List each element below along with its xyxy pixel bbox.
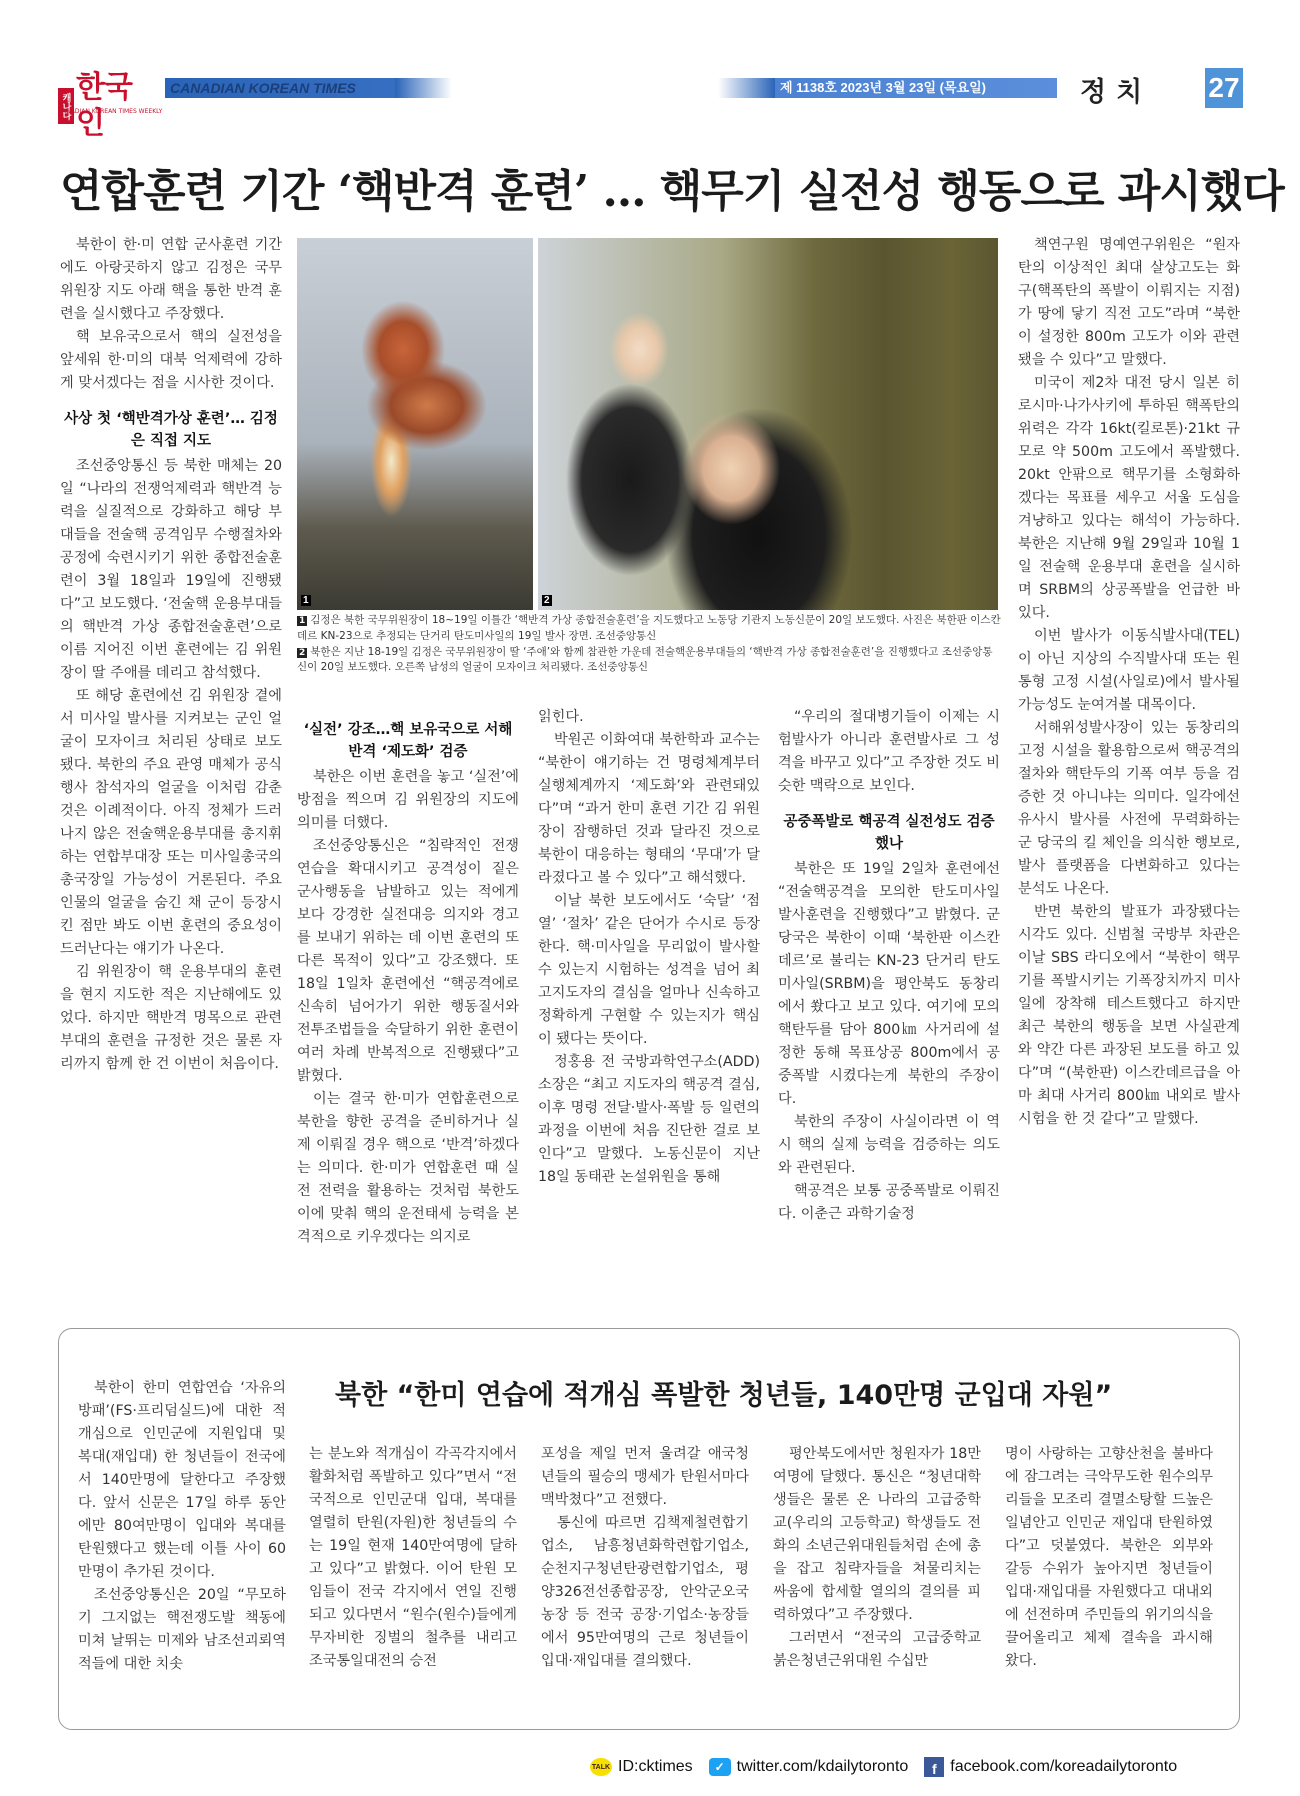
sidebar-article-title: 북한 “한미 연습에 적개심 폭발한 청년들, 140만명 군입대 자원” xyxy=(335,1380,1113,1411)
paragraph: 조선중앙통신은 20일 “무모하기 그지없는 핵전쟁도발 책동에 미쳐 날뛰는 미제와 남조선괴뢰역적들에 대한 치솟 xyxy=(78,1587,286,1672)
paragraph: 미국이 제2차 대전 당시 일본 히로시마·나가사키에 투하된 핵폭탄의 위력은 각각 16kt(킬로톤)·21kt 규모로 약 500m 고도에서 폭발했다. 20kt 안팎으로 핵무기를 소형화하겠다는 목표를 세우고 서울 도심을 겨냥하고 있다는 해석이 가능하다. 북한은 지난해 9월 29일과 10월 1일 전술핵 운용부대 훈련을 실시하며 SRBM의 상공폭발을 언급한 바 있다. xyxy=(1018,375,1240,621)
paragraph: 조선중앙통신 등 북한 매체는 20일 “나라의 전쟁억제력과 핵반격 능력을 실질적으로 강화하고 해당 부대들을 전술핵 공격임무 수행절차와 공정에 숙련시키기 위한 종합전술훈련이 3월 18일과 19일에 진행됐다”고 보도했다. ‘전술핵 운용부대들의 핵반격 가상 종합전술훈련’으로 이름 지어진 이번 훈련에는 김 위원장이 딸 주애를 데리고 참석했다. xyxy=(60,457,282,681)
kakao-id[interactable]: ID:cktimes xyxy=(618,1758,693,1775)
paragraph: 통신에 따르면 김책제철련합기업소, 남흥청년화학련합기업소, 순천지구청년탄광련합기업소, 평양326전선종합공장, 안악군오국농장 등 전국 공장·기업소·농장들에서 95만여명의 근로 청년들이 입대·재입대를 결의했다. xyxy=(541,1515,749,1669)
twitter-icon: ✓ xyxy=(709,1758,731,1776)
photo-kim-inspection xyxy=(538,238,998,610)
paragraph: 는 분노와 적개심이 각곡각지에서활화처럼 폭발하고 있다”면서 “전국적으로 인민군대 입대, 복대를 열렬히 탄원(자원)한 청년들의 수는 19일 현재 140만여명에 달하고 있다”고 밝혔다. 이어 탄원 모임들이 전국 각지에서 연일 진행되고 있다면서 “원수(원수)들에게 무자비한 징벌의 철추를 내리고 조국통일대전의 승전 xyxy=(309,1446,517,1669)
caption-number: 2 xyxy=(299,647,306,658)
facebook-icon: f xyxy=(924,1757,944,1777)
caption-text: 김정은 북한 국무위원장이 18~19일 이틀간 ‘핵반격 가상 종합전술훈련’을 지도했다고 노동당 기관지 노동신문이 20일 보도했다. 사진은 북한판 이스칸데르 KN-23으로 추정되는 단거리 탄도미사일의 19일 발사 장면. 조선중앙통신 xyxy=(297,614,1001,642)
kakaotalk-icon: TALK xyxy=(590,1758,612,1776)
article-column-2 xyxy=(297,706,519,1249)
paragraph: 명이 사랑하는 고향산천을 불바다에 잠그려는 극악무도한 원수의무리들을 모조리 결멸소탕할 드높은 일념안고 인민군 재입대 탄원하였다”고 덧붙였다. 북한은 외부와 갈등 수위가 높아지면 청년들이 입대·재입대를 자원했다고 대내외에 선전하며 주민들의 위기의식을 끌어올리고 체제 결속을 과시해 왔다. xyxy=(1005,1446,1213,1669)
paragraph: 핵 보유국으로서 핵의 실전성을 앞세워 한·미의 대북 억제력에 강하게 맞서겠다는 점을 시사한 것이다. xyxy=(60,329,282,391)
issue-info: 제 1138호 2023년 3월 23일 (목요일) xyxy=(780,80,986,95)
section-title: 정치 xyxy=(1080,77,1153,108)
subheading: 공중폭발로 핵공격 실전성도 검증했나 xyxy=(783,814,995,852)
logo-text: 한국인 xyxy=(76,70,132,141)
paragraph: 그러면서 “전국의 고급중학교 붉은청년근위대원 수십만 xyxy=(773,1630,981,1669)
box-column-5 xyxy=(1005,1443,1213,1673)
caption-text: 북한은 지난 18-19일 김정은 국무위원장이 딸 ‘주애’와 함께 참관한 가운데 전술핵운용부대들의 ‘핵반격 가상 종합전술훈련’을 진행했다고 조선중앙통신이 20일 보도했다. 오른쪽 남성의 얼굴이 모자이크 처리됐다. 조선중앙통신 xyxy=(297,645,993,674)
caption-number: 1 xyxy=(299,616,306,626)
caption-item xyxy=(297,613,1001,645)
paragraph: 북한이 한미 연합연습 ‘자유의 방패’(FS·프리덤실드)에 대한 적개심으로 인민군에 지원입대 및 복대(재입대) 한 청년들이 전국에서 140만명에 달한다고 주장했다. 앞서 신문은 17일 하루 동안에만 80여만명이 입대와 복대를 탄원했다고 했는데 이틀 사이 60만명이 추가된 것이다. xyxy=(78,1380,286,1580)
paragraph: 김 위원장이 핵 운용부대의 훈련을 현지 지도한 적은 지난해에도 있었다. 하지만 핵반격 명목으로 관련 부대의 훈련을 규정한 것은 물론 자리까지 함께 한 건 이번이 처음이다. xyxy=(60,963,282,1072)
article-column-3 xyxy=(538,706,760,1189)
social-footer xyxy=(590,1757,1177,1777)
paragraph: 평안북도에서만 청원자가 18만여명에 달했다. 통신은 “청년대학생들은 물론 온 나라의 고급중학교(우리의 고등학교) 학생들도 전화의 소년근위대원들처럼 손에 총을 잡고 침략자들을 쳐물리치는 싸움에 합세할 열의의 결의를 피력하였다”고 주장했다. xyxy=(773,1446,981,1623)
logo-mark: 캐나다 xyxy=(58,88,74,124)
box-column-4 xyxy=(773,1443,981,1673)
photo-tag: 1 xyxy=(303,595,309,606)
article-column-1 xyxy=(60,234,282,1076)
article-column-5 xyxy=(1018,234,1240,1131)
photo-missile-launch xyxy=(297,238,533,610)
photo-tag: 2 xyxy=(544,595,550,606)
paragraph: 책연구원 명예연구위원은 “원자탄의 이상적인 최대 살상고도는 화구(핵폭탄의 폭발이 이뤄지는 지점)가 땅에 닿기 직전 고도”라며 “북한이 설정한 800m 고도가 이와 관련됐을 수 있다”고 말했다. xyxy=(1018,237,1240,368)
paragraph: 조선중앙통신은 “침략적인 전쟁연습을 확대시키고 공격성이 짙은 군사행동을 남발하고 있는 적에게 보다 강경한 실전대응 의지와 경고를 보내기 위하는 데 이번 훈련의 또 다른 목적이 있다”고 강조했다. 또 18일 1일차 훈련에선 “핵공격에로 신속히 넘어가기 위한 행동질서와 전투조법들을 숙달하기 위한 훈련이 여러 차례 반복적으로 진행됐다”고 밝혔다. xyxy=(297,837,519,1084)
paragraph: 정홍용 전 국방과학연구소(ADD) 소장은 “최고 지도자의 핵공격 결심, 이후 명령 전달·발사·폭발 등 일련의 과정을 이번에 처음 진단한 걸로 보인다”고 말했다. 노동신문이 지난 18일 동태관 논설위원을 통해 xyxy=(538,1054,760,1185)
twitter-link[interactable]: twitter.com/kdailytoronto xyxy=(736,1758,909,1775)
caption-item xyxy=(297,645,1001,677)
paragraph: 이는 결국 한·미가 연합훈련으로 북한을 향한 공격을 준비하거나 실제 이뤄질 경우 핵으로 ‘반격’하겠다는 의미다. 한·미가 연합훈련 때 실전 전력을 활용하는 것처럼 북한도 이에 맞춰 핵의 운전태세 능력을 본격적으로 키우겠다는 의지로 xyxy=(297,1090,519,1245)
paragraph: “우리의 절대병기들이 이제는 시험발사가 아니라 훈련발사로 그 성격을 바꾸고 있다”고 주장한 것도 비슷한 맥락으로 보인다. xyxy=(778,709,1000,794)
newspaper-logo xyxy=(58,70,163,141)
paragraph: 반면 북한의 발표가 과장됐다는 시각도 있다. 신범철 국방부 차관은 이날 SBS 라디오에서 “북한이 핵무기를 폭발시키는 기폭장치까지 미사일에 장착해 테스트했다고 하지만 최근 북한의 행동을 보면 사실관계와 약간 다른 과장된 보도를 하고 있다”며 “(북한판) 이스칸데르급을 아마 최대 사거리 800㎞ 내외로 발사 시험을 한 것 같다”고 말했다. xyxy=(1018,904,1240,1127)
photo-caption xyxy=(297,613,1001,676)
paragraph: 읽힌다. xyxy=(538,709,584,725)
facebook-link[interactable]: facebook.com/koreadailytoronto xyxy=(950,1758,1178,1775)
box-column-3 xyxy=(541,1443,749,1673)
paragraph: 북한은 이번 훈련을 놓고 ‘실전’에 방점을 찍으며 김 위원장의 지도에 의미를 더했다. xyxy=(297,768,519,831)
paragraph: 서해위성발사장이 있는 동창리의 고정 시설을 활용함으로써 핵공격의 절차와 핵탄두의 기폭 여부 등을 검증한 것 아니냐는 의미다. 일각에선 유사시 발사를 사전에 무력화하는 군 당국의 킬 체인을 의식한 행보로, 발사 플랫폼을 다변화하고 있다는 분석도 나온다. xyxy=(1018,720,1240,897)
paragraph: 핵공격은 보통 공중폭발로 이뤄진다. 이춘근 과학기술정 xyxy=(778,1182,1000,1222)
paragraph: 북한은 또 19일 2일차 훈련에선 “전술핵공격을 모의한 탄도미사일 발사훈련을 진행했다”고 밝혔다. 군 당국은 북한이 이때 ‘북한판 이스칸데르’로 불리는 KN-23 단거리 탄도미사일(SRBM)을 평안북도 동창리에서 쐈다고 보고 있다. 여기에 모의 핵탄두를 담아 800㎞ 사거리에 설정한 동해 목표상공 800m에서 공중폭발 시켰다는게 북한의 주장이다. xyxy=(778,860,1000,1107)
masthead-bar-highlight xyxy=(395,78,775,98)
paper-name: CANADIAN KOREAN TIMES xyxy=(170,80,356,96)
subheading: 사상 첫 ‘핵반격가상 훈련’… 김정은 직접 지도 xyxy=(64,411,278,449)
article-column-4 xyxy=(778,706,1000,1226)
subheading: ‘실전’ 강조…핵 보유국으로 서해반격 ‘제도화’ 검증 xyxy=(303,722,513,760)
box-column-2 xyxy=(309,1443,517,1673)
paragraph: 북한의 주장이 사실이라면 이 역시 핵의 실제 능력을 검증하는 의도와 관련된다. xyxy=(778,1113,1000,1176)
paragraph: 박원곤 이화여대 북한학과 교수는 “북한이 얘기하는 건 명령체계부터 실행체계까지 ‘제도화’와 관련돼있다”며 “과거 한미 훈련 기간 김 위원장이 잠행하던 것과 달라진 것으로 북한이 대응하는 형태의 ‘무대’가 달라졌다고 볼 수 있다”고 해석했다. xyxy=(538,732,760,886)
paragraph: 이번 발사가 이동식발사대(TEL)이 아닌 지상의 수직발사대 또는 원통형 고정 시설(사일로)에서 발사될 가능성도 눈여겨볼 대목이다. xyxy=(1018,628,1240,713)
page-number: 27 xyxy=(1205,68,1243,108)
paragraph: 북한이 한·미 연합 군사훈련 기간에도 아랑곳하지 않고 김정은 국무위원장 지도 아래 핵을 통한 반격 훈련을 실시했다고 주장했다. xyxy=(60,237,282,322)
paragraph: 이날 북한 보도에서도 ‘숙달’ ‘점열’ ‘절차’ 같은 단어가 수시로 등장한다. 핵·미사일을 무리없이 발사할 수 있는지 시험하는 성격을 넘어 최고지도자의 결심을 얼마나 신속하고 정확하게 구현할 수 있는지가 핵심이 됐다는 뜻이다. xyxy=(538,893,760,1047)
paragraph: 또 해당 훈련에선 김 위원장 곁에 서 미사일 발사를 지켜보는 군인 얼굴이 모자이크 처리된 상태로 보도됐다. 북한의 주요 관영 매체가 공식 행사 참석자의 얼굴을 이처럼 감춘 것은 이례적이다. 아직 정체가 드러나지 않은 전술핵운용부대를 총지휘하는 연합부대장 또는 미사일총국의 총국장일 가능성이 거론된다. 주요 인물의 얼굴을 숨긴 채 군이 등장시킨 점만 봐도 이번 훈련의 중요성이 드러난다는 얘기가 나온다. xyxy=(60,687,282,957)
paragraph: 포성을 제일 먼저 울려갈 애국청년들의 필승의 맹세가 탄원서마다 맥박쳤다”고 전했다. xyxy=(541,1446,749,1508)
box-column-1 xyxy=(78,1377,286,1676)
headline: 연합훈련 기간 ‘핵반격 훈련’ … 핵무기 실전성 행동으로 과시했다 xyxy=(60,166,1284,217)
logo-subtitle: CANADIAN KOREAN TIMES WEEKLY xyxy=(58,108,163,115)
